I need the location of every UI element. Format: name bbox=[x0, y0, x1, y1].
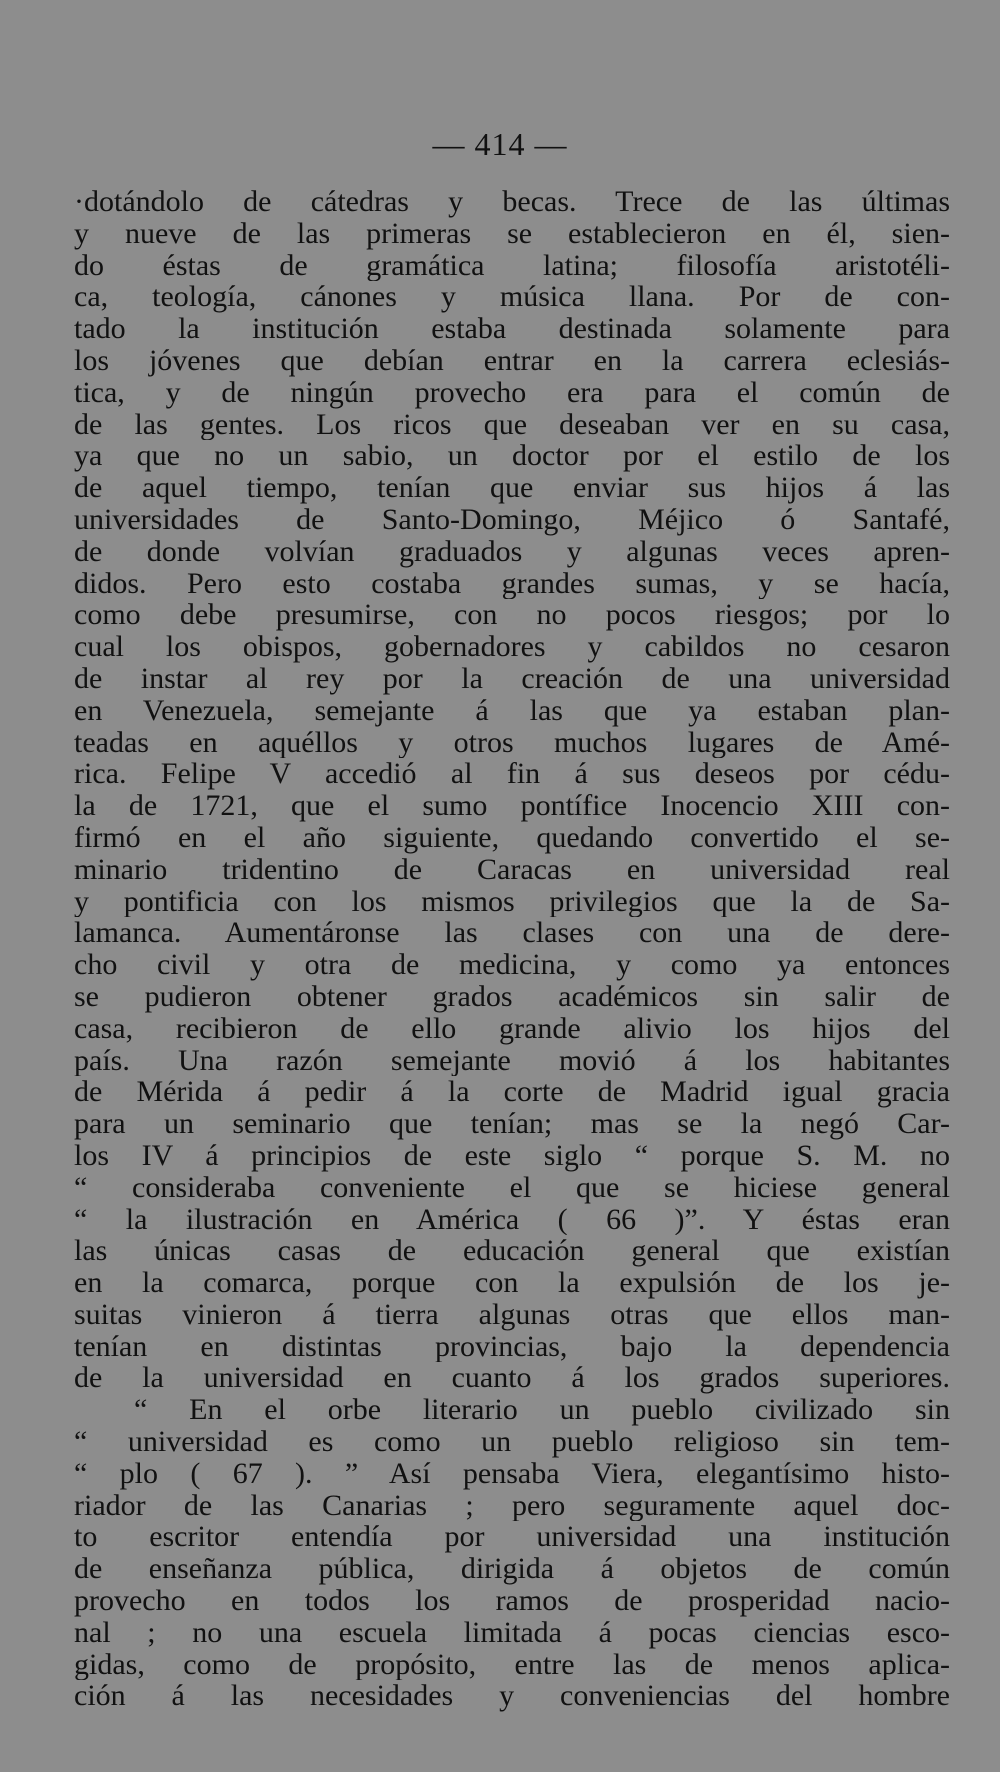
text-line: gidas, como de propósito, entre las de menos aplica- bbox=[74, 1648, 950, 1681]
text-line: casa, recibieron de ello grande alivio los hijos del bbox=[74, 1012, 950, 1045]
text-line: cho civil y otra de medicina, y como ya entonces bbox=[74, 949, 950, 981]
text-line: universidades de Santo-Domingo, Méjico ó Santafé, bbox=[74, 503, 950, 536]
text-line: de instar al rey por la creación de una universidad bbox=[74, 662, 950, 695]
text-line: los jóvenes que debían entrar en la carrera eclesiás- bbox=[74, 344, 950, 377]
text-line: “ plo ( 67 ). ” Así pensaba Viera, elegantísimo histo- bbox=[74, 1457, 950, 1490]
text-line: se pudieron obtener grados académicos sin salir de bbox=[74, 980, 950, 1013]
text-line: “ consideraba conveniente el que se hiciese general bbox=[74, 1171, 950, 1204]
text-line: firmó en el año siguiente, quedando convertido el se- bbox=[74, 821, 950, 854]
text-line: ca, teología, cánones y música llana. Por de con- bbox=[74, 281, 950, 314]
text-line: tado la institución estaba destinada solamente para bbox=[74, 313, 950, 345]
text-line: de aquel tiempo, tenían que enviar sus hijos á las bbox=[74, 472, 950, 504]
text-line: la de 1721, que el sumo pontífice Inocencio XIII con- bbox=[74, 790, 950, 822]
text-line: para un seminario que tenían; mas se la negó Car- bbox=[74, 1108, 950, 1140]
text-line: y nueve de las primeras se establecieron en él, sien- bbox=[74, 217, 950, 250]
text-line: como debe presumirse, con no pocos riesgos; por lo bbox=[74, 599, 950, 632]
text-line: en la comarca, porque con la expulsión de los je- bbox=[74, 1267, 950, 1299]
text-line: y pontificia con los mismos privilegios que la de Sa- bbox=[74, 885, 950, 918]
text-line: país. Una razón semejante movió á los habitantes bbox=[74, 1044, 950, 1077]
text-line: las únicas casas de educación general que existían bbox=[74, 1235, 950, 1268]
text-line: de las gentes. Los ricos que deseaban ver en su casa, bbox=[74, 408, 950, 441]
text-line: “ la ilustración en América ( 66 )”. Y éstas eran bbox=[74, 1203, 950, 1236]
text-line: de la universidad en cuanto á los grados superiores. bbox=[74, 1362, 950, 1395]
text-line: minario tridentino de Caracas en universidad real bbox=[74, 853, 950, 886]
text-line: ción á las necesidades y conveniencias del hombre bbox=[74, 1680, 950, 1713]
text-line: suitas vinieron á tierra algunas otras que ellos man- bbox=[74, 1298, 950, 1331]
text-line: “ En el orbe literario un pueblo civilizado sin bbox=[134, 1394, 950, 1427]
text-line: en Venezuela, semejante á las que ya estaban plan- bbox=[74, 694, 950, 727]
body-text bbox=[74, 186, 950, 1712]
text-line: teadas en aquéllos y otros muchos lugares de Amé- bbox=[74, 726, 950, 759]
text-line: do éstas de gramática latina; filosofía aristotéli- bbox=[74, 249, 950, 282]
text-line: ya que no un sabio, un doctor por el estilo de los bbox=[74, 440, 950, 473]
text-line: de Mérida á pedir á la corte de Madrid igual gracia bbox=[74, 1076, 950, 1109]
text-line: cual los obispos, gobernadores y cabildos no cesaron bbox=[74, 631, 950, 663]
text-line: tica, y de ningún provecho era para el común de bbox=[74, 376, 950, 409]
text-line: to escritor entendía por universidad una institución bbox=[74, 1521, 950, 1554]
text-line: tenían en distintas provincias, bajo la dependencia bbox=[74, 1330, 950, 1363]
text-line: de enseñanza pública, dirigida á objetos de común bbox=[74, 1553, 950, 1586]
text-line: provecho en todos los ramos de prosperidad nacio- bbox=[74, 1585, 950, 1617]
text-line: los IV á principios de este siglo “ porque S. M. no bbox=[74, 1139, 950, 1172]
text-line: riador de las Canarias ; pero seguramente aquel doc- bbox=[74, 1489, 950, 1522]
page-number: — 414 — bbox=[432, 126, 568, 162]
text-line: “ universidad es como un pueblo religioso sin tem- bbox=[74, 1426, 950, 1458]
text-line: de donde volvían graduados y algunas veces apren- bbox=[74, 535, 950, 568]
text-line: ·dotándolo de cátedras y becas. Trece de las últimas bbox=[74, 186, 950, 218]
text-line: rica. Felipe V accedió al fin á sus deseos por cédu- bbox=[74, 758, 950, 791]
text-line: lamanca. Aumentáronse las clases con una de dere- bbox=[74, 917, 950, 950]
text-line: didos. Pero esto costaba grandes sumas, y se hacía, bbox=[74, 567, 950, 600]
text-line: nal ; no una escuela limitada á pocas ciencias esco- bbox=[74, 1616, 950, 1649]
